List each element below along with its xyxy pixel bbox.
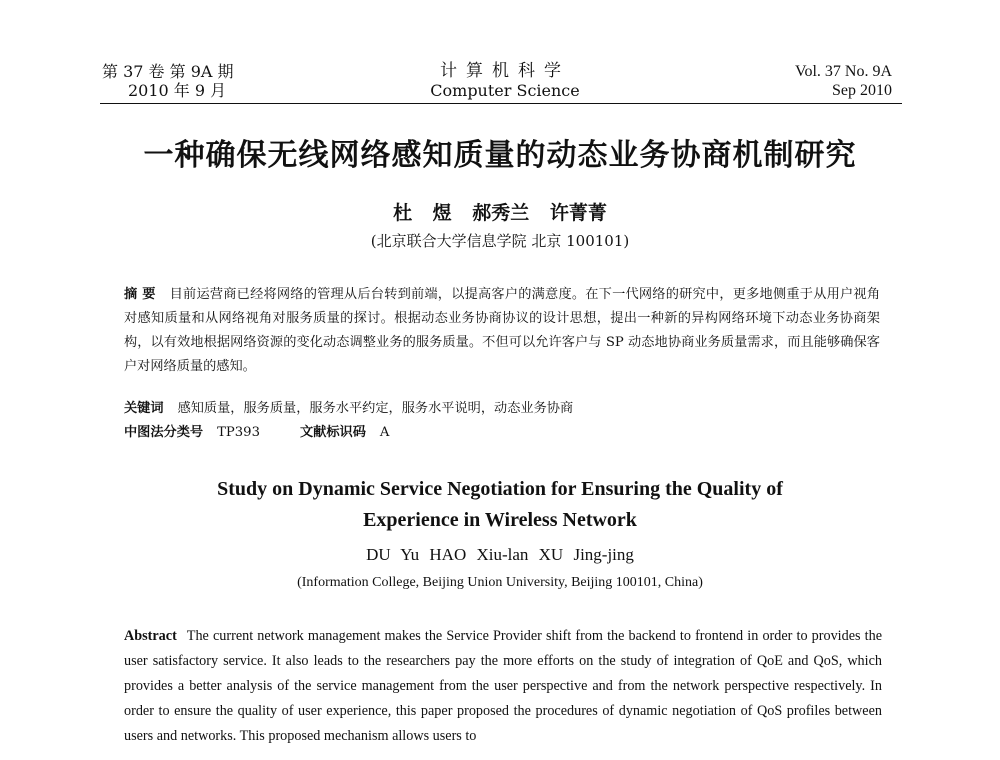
- issue-date-en: Sep 2010: [832, 82, 892, 99]
- abstract-cn-label: 摘 要: [124, 287, 156, 302]
- paper-title-en: [150, 474, 850, 536]
- abstract-cn-text: 目前运营商已经将网络的管理从后台转到前端，以提高客户的满意度。在下一代网络的研究中，更多地侧重于从用户视角对感知质量和从网络视角对服务质量的探讨。根据动态业务协商协议的设计思想，提出一种新的异构网络环境下动态业务协商架构，以有效地根据网络资源的变化动态调整业务的服务质量。不但可以允许客户与 SP 动态地协商业务质量需求，而且能够确保客户对网络质量的感知。: [124, 287, 881, 374]
- affiliation-cn: (北京联合大学信息学院 北京 100101): [370, 232, 630, 250]
- issue-date-cn: 2010 年 9 月: [128, 81, 227, 100]
- abstract-en: [124, 624, 882, 749]
- abstract-en-label: Abstract: [124, 628, 177, 644]
- journal-name-en: Computer Science: [430, 81, 580, 100]
- header-rule: [100, 103, 902, 104]
- keywords-cn-text: 感知质量，服务质量，服务水平约定，服务水平说明，动态业务协商: [177, 401, 574, 416]
- doc-code-value: A: [379, 425, 390, 440]
- volume-issue: 第 37 卷 第 9A 期: [102, 62, 234, 81]
- clc-label: 中图法分类号: [124, 425, 204, 440]
- abstract-en-text: The current network management makes the Service Provider shift from the backend to frontend in order to provides the user satisfactory service. It also leads to the researchers pay the more efforts on the study of integration of QoE and QoS, which provides a better analysis of the service management from the user perspective and from the network perspective respectively. In order to ensure the quality of user experience, this paper proposed the procedures of dynamic negotiation of QoS profiles between users and networks. This proposed mechanism allows users to: [124, 628, 882, 744]
- keywords-cn: [124, 397, 880, 416]
- affiliation-en: (Information College, Beijing Union University, Beijing 100101, China): [297, 575, 703, 590]
- journal-name-cn: 计算机科学: [440, 61, 570, 81]
- clc-value: TP393: [217, 425, 260, 440]
- paper-title-en-line2: Experience in Wireless Network: [363, 509, 637, 531]
- doc-code-label: 文献标识码: [299, 425, 366, 440]
- journal-volume-en: [795, 62, 892, 100]
- keywords-cn-label: 关键词: [124, 401, 164, 416]
- abstract-cn: [124, 283, 880, 379]
- journal-name: [400, 62, 610, 100]
- authors-cn: 杜 煜 郝秀兰 许菁菁: [393, 202, 607, 224]
- paper-title-cn: 一种确保无线网络感知质量的动态业务协商机制研究: [143, 138, 857, 173]
- paper-title-en-line1: Study on Dynamic Service Negotiation for Ensuring the Quality of: [217, 478, 783, 500]
- journal-issue-info: [102, 62, 234, 100]
- volume-number-en: Vol. 37 No. 9A: [794, 63, 892, 80]
- classification-line: [124, 421, 880, 440]
- authors-en: DU Yu HAO Xiu-lan XU Jing-jing: [366, 545, 634, 564]
